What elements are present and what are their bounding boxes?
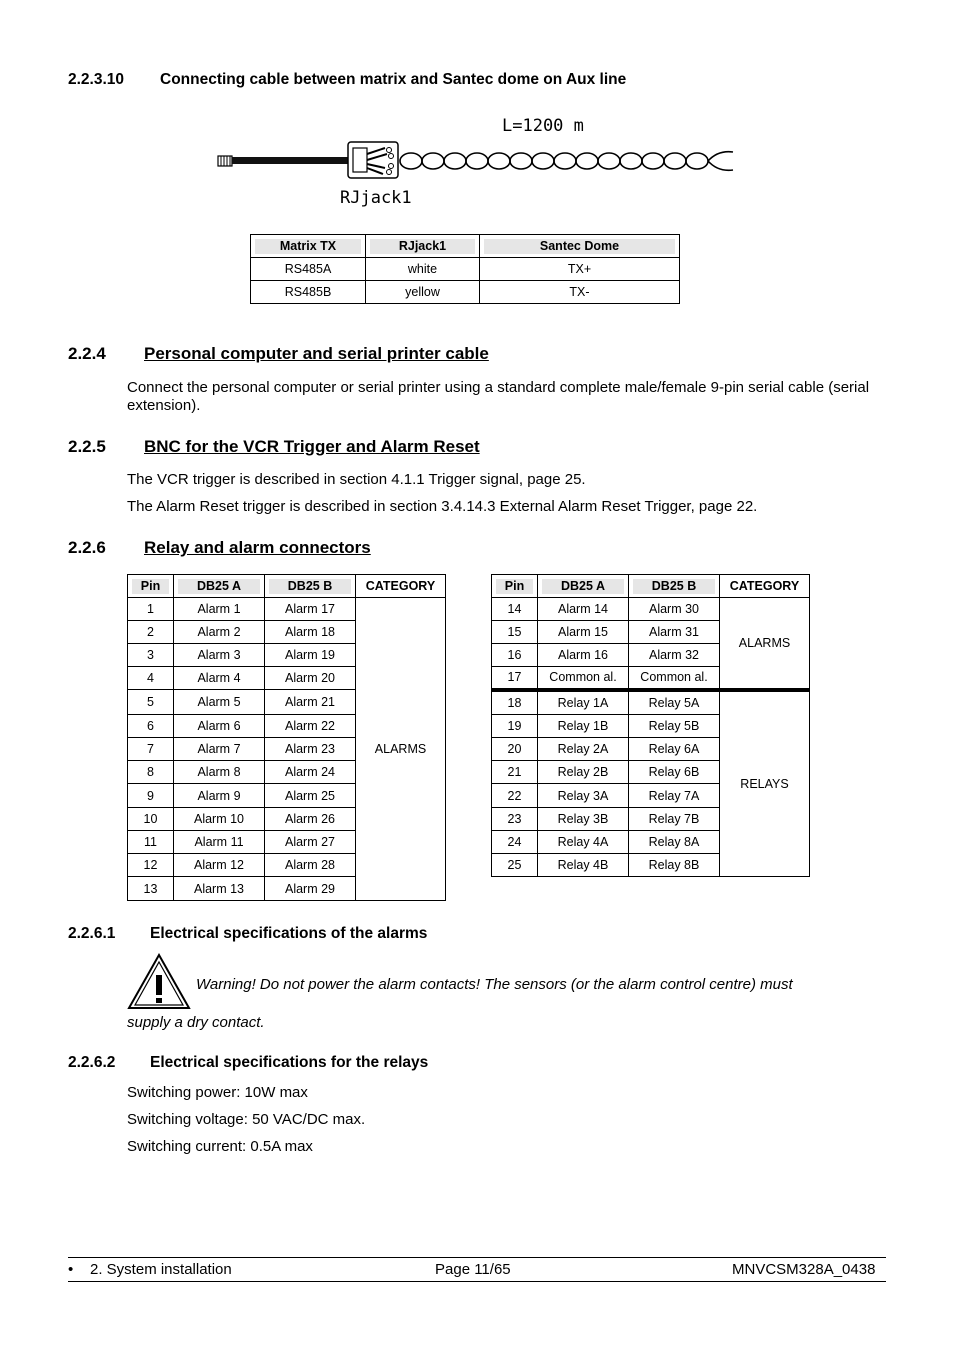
table-cell: white: [366, 258, 480, 281]
section-number: 2.2.4: [68, 344, 106, 363]
table-cell: Alarm 18: [265, 621, 356, 644]
warning-icon: [127, 953, 191, 1011]
table-cell: 4: [128, 667, 174, 690]
table-cell: Alarm 3: [174, 644, 265, 667]
footer-bullet: •: [68, 1261, 74, 1278]
table-cell: Relay 2A: [538, 738, 629, 761]
section-title: Electrical specifications of the alarms: [150, 925, 428, 942]
table-cell: 7: [128, 738, 174, 761]
table-cell: Alarm 14: [538, 598, 629, 621]
section-title: Electrical specifications for the relays: [150, 1054, 429, 1071]
table-row: [251, 281, 680, 304]
table-cell: Relay 4B: [538, 854, 629, 877]
cable-length-label: L=1200 m: [502, 116, 584, 136]
section-number: 2.2.5: [68, 437, 106, 456]
table-cell: 14: [492, 598, 538, 621]
table-cell: Alarm 4: [174, 667, 265, 690]
cable-table-header: Matrix TX: [255, 239, 361, 254]
table-cell: 21: [492, 761, 538, 784]
section-number: 2.2.3.10: [68, 71, 125, 88]
table-cell: 13: [128, 877, 174, 901]
table-cell: Alarm 32: [629, 644, 720, 667]
footer-rule-top: [68, 1257, 886, 1258]
table-cell: Alarm 11: [174, 831, 265, 854]
cable-diagram: [215, 138, 745, 188]
table-header: DB25 B: [633, 579, 715, 594]
table-cell: RS485B: [251, 281, 366, 304]
table-cell: 5: [128, 690, 174, 715]
table-header: CATEGORY: [729, 578, 800, 593]
table-cell: 6: [128, 715, 174, 738]
section-title: Relay and alarm connectors: [144, 538, 371, 557]
table-cell: Relay 4A: [538, 831, 629, 854]
cable-table-header: RJjack1: [370, 239, 475, 254]
table-cell: Alarm 17: [265, 598, 356, 621]
cable-table-header: Santec Dome: [484, 239, 675, 254]
section-heading-2-2-6-2: [68, 1054, 428, 1072]
spec-line: Switching power: 10W max: [127, 1084, 308, 1101]
cable-table: [250, 234, 680, 304]
table-cell: Alarm 22: [265, 715, 356, 738]
table-row: [251, 258, 680, 281]
table-cell: Alarm 2: [174, 621, 265, 644]
table-cell: Alarm 29: [265, 877, 356, 901]
section-title: Personal computer and serial printer cable: [144, 344, 489, 363]
section-heading-2-2-5: [68, 437, 480, 457]
table-cell: Relay 5B: [629, 715, 720, 738]
section-text: Connect the personal computer or serial printer using a standard complete male/female 9-pin serial cable (serial extension).: [127, 379, 870, 414]
table-cell: 22: [492, 784, 538, 808]
table-cell: 1: [128, 598, 174, 621]
table-cell: Alarm 20: [265, 667, 356, 690]
table-cell: Alarm 27: [265, 831, 356, 854]
warning-text: supply a dry contact.: [127, 1014, 265, 1031]
table-cell: 17: [492, 667, 538, 690]
table-cell: 9: [128, 784, 174, 808]
table-cell: 3: [128, 644, 174, 667]
spec-line: Switching current: 0.5A max: [127, 1138, 313, 1155]
table-cell: Relay 3B: [538, 808, 629, 831]
category-cell: RELAYS: [720, 690, 810, 877]
table-cell: 23: [492, 808, 538, 831]
rjjack-label: RJjack1: [340, 188, 412, 208]
category-cell: ALARMS: [720, 598, 810, 690]
table-cell: Relay 7B: [629, 808, 720, 831]
table-row: [492, 690, 810, 715]
table-cell: 25: [492, 854, 538, 877]
table-cell: Relay 5A: [629, 690, 720, 715]
table-cell: 10: [128, 808, 174, 831]
spec-line: Switching voltage: 50 VAC/DC max.: [127, 1111, 366, 1128]
table-cell: Alarm 9: [174, 784, 265, 808]
table-cell: Alarm 23: [265, 738, 356, 761]
table-cell: Alarm 21: [265, 690, 356, 715]
table-cell: Alarm 26: [265, 808, 356, 831]
table-header: Pin: [132, 579, 169, 594]
section-text: The Alarm Reset trigger is described in section 3.4.14.3 External Alarm Reset Trigger, page 22.: [127, 498, 758, 515]
table-cell: 12: [128, 854, 174, 877]
section-heading-2-2-3-10: [68, 71, 626, 89]
alarm-connector-table-right: [491, 574, 810, 877]
table-cell: 20: [492, 738, 538, 761]
table-cell: yellow: [366, 281, 480, 304]
table-cell: 16: [492, 644, 538, 667]
table-cell: Alarm 13: [174, 877, 265, 901]
category-cell: ALARMS: [356, 598, 446, 901]
table-cell: TX+: [480, 258, 680, 281]
table-cell: Relay 1A: [538, 690, 629, 715]
table-cell: Alarm 24: [265, 761, 356, 784]
table-header: DB25 A: [542, 579, 624, 594]
table-header: CATEGORY: [365, 578, 436, 593]
warning-text: Warning! Do not power the alarm contacts! The sensors (or the alarm control centre) must: [196, 976, 793, 993]
alarm-connector-table-left: [127, 574, 446, 901]
section-title: BNC for the VCR Trigger and Alarm Reset: [144, 437, 480, 456]
table-cell: Alarm 31: [629, 621, 720, 644]
table-cell: 15: [492, 621, 538, 644]
footer-rule-bottom: [68, 1281, 886, 1282]
table-cell: Alarm 1: [174, 598, 265, 621]
table-header: DB25 A: [178, 579, 260, 594]
footer-doc-id: MNVCSM328A_0438: [732, 1261, 876, 1278]
table-cell: Common al.: [629, 667, 720, 690]
table-cell: Relay 1B: [538, 715, 629, 738]
table-cell: Relay 8B: [629, 854, 720, 877]
table-cell: Alarm 12: [174, 854, 265, 877]
footer-page-number: Page 11/65: [435, 1261, 511, 1278]
table-cell: Relay 6A: [629, 738, 720, 761]
table-cell: Alarm 25: [265, 784, 356, 808]
table-cell: Alarm 10: [174, 808, 265, 831]
section-heading-2-2-6-1: [68, 925, 427, 943]
section-number: 2.2.6.1: [68, 925, 116, 942]
table-cell: Alarm 8: [174, 761, 265, 784]
footer-section: 2. System installation: [90, 1261, 232, 1278]
section-title: Connecting cable between matrix and Santec dome on Aux line: [160, 71, 627, 88]
table-row: [492, 598, 810, 621]
table-cell: Alarm 5: [174, 690, 265, 715]
table-cell: TX-: [480, 281, 680, 304]
table-cell: RS485A: [251, 258, 366, 281]
table-cell: Alarm 6: [174, 715, 265, 738]
table-cell: Relay 2B: [538, 761, 629, 784]
table-cell: 19: [492, 715, 538, 738]
section-heading-2-2-6: [68, 538, 371, 558]
section-number: 2.2.6: [68, 538, 106, 557]
section-number: 2.2.6.2: [68, 1054, 116, 1071]
table-cell: 24: [492, 831, 538, 854]
table-header: DB25 B: [269, 579, 351, 594]
table-cell: 18: [492, 690, 538, 715]
table-cell: Common al.: [538, 667, 629, 690]
section-text: The VCR trigger is described in section 4.1.1 Trigger signal, page 25.: [127, 471, 586, 488]
table-cell: Alarm 19: [265, 644, 356, 667]
table-cell: Alarm 30: [629, 598, 720, 621]
table-cell: 2: [128, 621, 174, 644]
table-row: [128, 598, 446, 621]
table-cell: Alarm 15: [538, 621, 629, 644]
table-cell: Relay 6B: [629, 761, 720, 784]
table-cell: 8: [128, 761, 174, 784]
table-cell: Alarm 7: [174, 738, 265, 761]
section-heading-2-2-4: [68, 344, 489, 364]
table-cell: Alarm 28: [265, 854, 356, 877]
table-cell: 11: [128, 831, 174, 854]
table-header: Pin: [496, 579, 533, 594]
table-cell: Alarm 16: [538, 644, 629, 667]
table-cell: Relay 3A: [538, 784, 629, 808]
table-cell: Relay 7A: [629, 784, 720, 808]
table-cell: Relay 8A: [629, 831, 720, 854]
